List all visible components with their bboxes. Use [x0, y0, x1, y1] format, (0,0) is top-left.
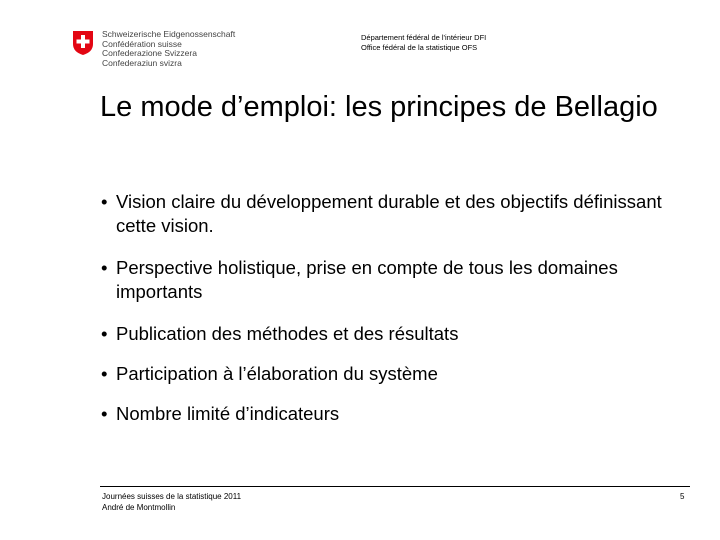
confederation-name-block [102, 30, 235, 68]
department-block [361, 33, 486, 52]
confederation-line: Confederazione Svizzera [102, 48, 197, 58]
footer-info [102, 491, 241, 513]
footer-event: Journées suisses de la statistique 2011 [102, 492, 242, 501]
bullet-item: • Nombre limité d’indicateurs [100, 402, 680, 426]
bullet-item: • Vision claire du développement durable et des objectifs définissant cette vision. [100, 190, 680, 238]
office-line: Office fédéral de la statistique OFS [361, 42, 478, 52]
swiss-cross-shield-icon [72, 30, 94, 56]
bullet-list [100, 190, 680, 426]
bullet-item: • Publication des méthodes et des résultats [100, 322, 680, 346]
footer-author: André de Montmollin [102, 503, 176, 512]
bullet-item: • Perspective holistique, prise en compte de tous les domaines importants [100, 256, 680, 304]
page-number: 5 [680, 492, 685, 501]
confederation-line: Confederaziun svizra [102, 57, 182, 68]
confederation-line: Confédération suisse [102, 38, 182, 49]
bullet-item: • Participation à l’élaboration du système [100, 362, 680, 386]
slide-title: Le mode d’emploi: les principes de Bellagio [100, 91, 658, 123]
footer-divider [100, 486, 690, 487]
department-line: Département fédéral de l'intérieur DFI [361, 33, 487, 42]
confederation-line: Schweizerische Eidgenossenschaft [102, 29, 236, 39]
